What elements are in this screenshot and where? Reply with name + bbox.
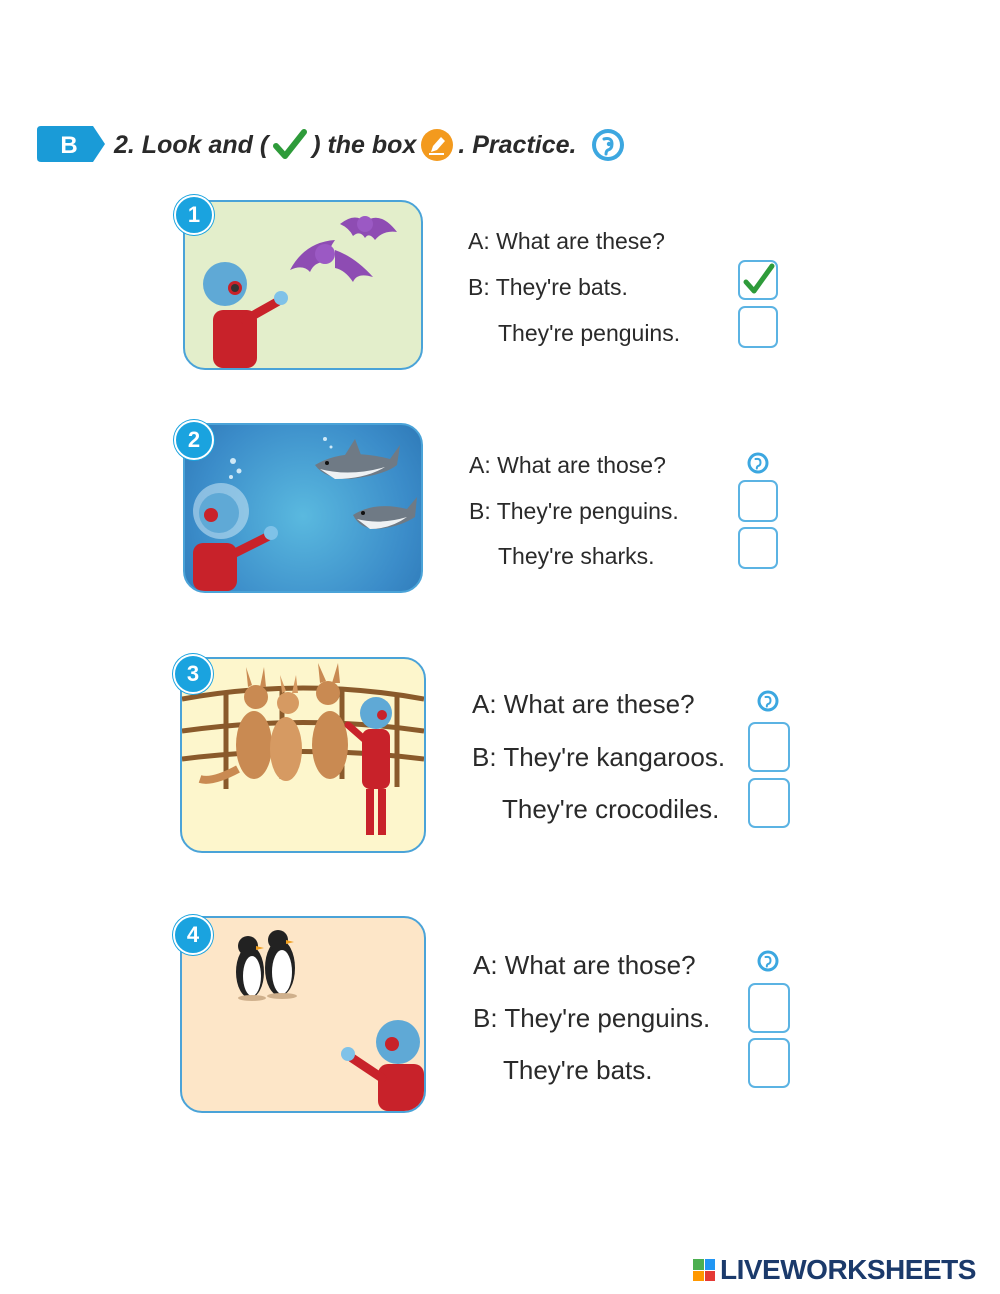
instruction-text-2: ) the box — [312, 130, 417, 159]
answer-checkbox-2a[interactable] — [738, 480, 778, 522]
audio-icon[interactable] — [757, 690, 779, 712]
answer-checkbox-2b[interactable] — [738, 527, 778, 569]
bats-scene — [185, 202, 421, 368]
exercise-number-3: 3 — [173, 654, 213, 694]
question-2: A: What are those? — [469, 452, 666, 478]
question-4: A: What are those? — [473, 950, 696, 980]
penguins-scene — [182, 918, 424, 1111]
audio-icon[interactable] — [757, 950, 779, 972]
section-b-badge — [37, 126, 105, 162]
instruction-heading — [114, 128, 625, 162]
audio-icon[interactable] — [747, 452, 769, 474]
logo-mark-icon — [693, 1259, 715, 1281]
kangaroo-icon — [312, 663, 348, 779]
answer-c-4: They're bats. — [503, 1055, 653, 1085]
picture-panel-3 — [180, 657, 426, 853]
section-b-letter: B — [60, 132, 78, 159]
penguin-icon — [265, 930, 297, 999]
answer-c-2: They're sharks. — [498, 543, 655, 569]
exercise-number-2: 2 — [174, 420, 214, 460]
instruction-text-1: 2. Look and ( — [114, 130, 269, 159]
picture-panel-2 — [183, 423, 423, 593]
answer-b-2: B: They're penguins. — [469, 498, 679, 524]
brand-name: LIVEWORKSHEETS — [720, 1254, 976, 1285]
checkmark-icon — [740, 262, 776, 298]
answer-checkbox-3b[interactable] — [748, 778, 790, 828]
answer-c-1: They're penguins. — [498, 320, 681, 346]
answer-checkbox-4b[interactable] — [748, 1038, 790, 1088]
exercise-number-4: 4 — [173, 915, 213, 955]
audio-icon[interactable] — [591, 128, 625, 162]
bat-icon — [290, 240, 373, 282]
answer-checkbox-3a[interactable] — [748, 722, 790, 772]
question-3: A: What are these? — [472, 689, 695, 719]
question-1: A: What are these? — [468, 228, 665, 254]
penguin-icon — [236, 936, 266, 1001]
answer-checkbox-1a[interactable] — [738, 260, 778, 300]
pencil-icon — [420, 128, 454, 162]
sharks-scene — [185, 425, 421, 591]
answer-b-1: B: They're bats. — [468, 274, 628, 300]
answer-checkbox-1b[interactable] — [738, 306, 778, 348]
bubbles-icon — [229, 437, 333, 479]
checkmark-icon — [272, 128, 308, 162]
kangaroos-scene — [182, 659, 424, 851]
answer-c-3: They're crocodiles. — [502, 794, 720, 824]
shark-icon — [353, 497, 417, 529]
shark-icon — [315, 439, 400, 479]
liveworksheets-logo — [693, 1254, 976, 1286]
answer-b-4: B: They're penguins. — [473, 1003, 711, 1033]
exercise-number-1: 1 — [174, 195, 214, 235]
character-icon — [203, 262, 288, 368]
character-icon — [193, 483, 278, 591]
answer-checkbox-4a[interactable] — [748, 983, 790, 1033]
bat-icon — [340, 216, 397, 240]
character-icon — [348, 697, 392, 835]
picture-panel-4 — [180, 916, 426, 1113]
instruction-text-3: . Practice. — [458, 130, 577, 159]
character-icon — [341, 1020, 424, 1111]
answer-b-3: B: They're kangaroos. — [472, 742, 726, 772]
picture-panel-1 — [183, 200, 423, 370]
